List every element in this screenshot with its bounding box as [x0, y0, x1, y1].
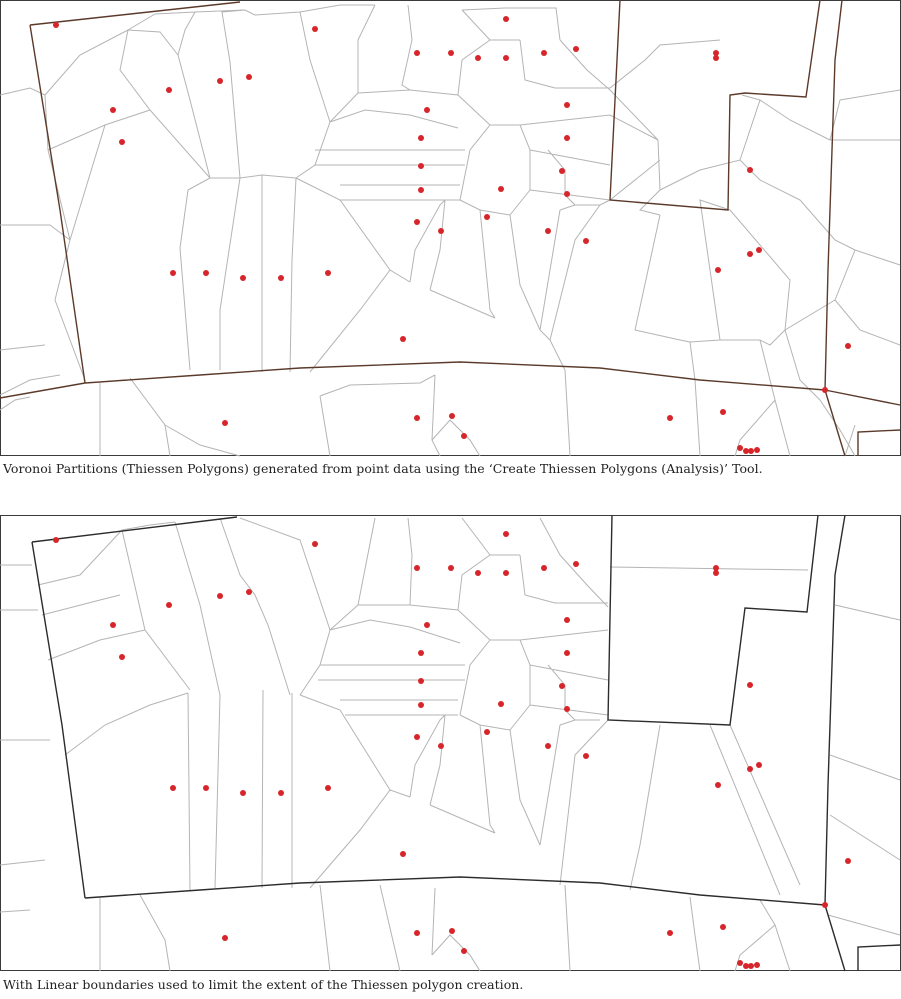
- data-point: [498, 701, 504, 707]
- data-point: [418, 135, 424, 141]
- data-point: [748, 963, 754, 969]
- data-point: [414, 50, 420, 56]
- data-point: [418, 678, 424, 684]
- data-point: [583, 753, 589, 759]
- boundary-outer: [32, 515, 900, 971]
- caption-bottom: With Linear boundaries used to limit the extent of the Thiessen polygon creation.: [3, 977, 524, 992]
- data-point: [564, 135, 570, 141]
- data-point: [573, 561, 579, 567]
- data-point: [424, 107, 430, 113]
- data-point: [325, 785, 331, 791]
- data-point: [667, 415, 673, 421]
- data-point: [754, 962, 760, 968]
- map-panel-bottom: [0, 515, 901, 972]
- data-point: [564, 706, 570, 712]
- data-point: [170, 270, 176, 276]
- data-point: [503, 55, 509, 61]
- data-point: [278, 275, 284, 281]
- data-point: [583, 238, 589, 244]
- data-point: [461, 948, 467, 954]
- data-point: [484, 214, 490, 220]
- data-points-bottom: [53, 531, 851, 969]
- boundary-lines-bottom: [32, 515, 900, 971]
- data-point: [449, 413, 455, 419]
- data-point: [240, 790, 246, 796]
- data-point: [222, 935, 228, 941]
- thiessen-polygons: [0, 5, 900, 456]
- data-point: [414, 930, 420, 936]
- data-point: [166, 602, 172, 608]
- data-point: [325, 270, 331, 276]
- data-point: [53, 537, 59, 543]
- data-point: [418, 702, 424, 708]
- data-point: [414, 565, 420, 571]
- data-point: [720, 409, 726, 415]
- data-point: [246, 589, 252, 595]
- data-point: [564, 617, 570, 623]
- map-frame: [1, 516, 901, 971]
- data-point: [246, 74, 252, 80]
- data-point: [217, 593, 223, 599]
- data-point: [418, 650, 424, 656]
- polygon-edges: [0, 5, 900, 456]
- data-point: [203, 785, 209, 791]
- data-point: [414, 219, 420, 225]
- data-point: [564, 650, 570, 656]
- data-point: [475, 55, 481, 61]
- voronoi-map-top: [0, 0, 901, 457]
- data-point: [449, 928, 455, 934]
- data-point: [110, 622, 116, 628]
- data-point: [747, 682, 753, 688]
- data-point: [400, 336, 406, 342]
- boundary-outer: [0, 0, 900, 456]
- data-point: [747, 251, 753, 257]
- caption-top: Voronoi Partitions (Thiessen Polygons) generated from point data using the ‘Create Thiessen Polygons (Analysis)’ Tool.: [3, 461, 763, 476]
- data-point: [222, 420, 228, 426]
- data-point: [312, 26, 318, 32]
- data-point: [498, 186, 504, 192]
- data-point: [418, 187, 424, 193]
- data-point: [448, 50, 454, 56]
- data-point: [414, 415, 420, 421]
- data-point: [541, 50, 547, 56]
- data-point: [400, 851, 406, 857]
- data-point: [217, 78, 223, 84]
- data-point: [545, 228, 551, 234]
- data-point: [845, 343, 851, 349]
- data-point: [503, 570, 509, 576]
- data-point: [564, 102, 570, 108]
- data-point: [720, 924, 726, 930]
- data-point: [715, 267, 721, 273]
- data-point: [414, 734, 420, 740]
- data-points-top: [53, 16, 851, 454]
- data-point: [312, 541, 318, 547]
- data-point: [747, 766, 753, 772]
- data-point: [119, 654, 125, 660]
- data-point: [53, 22, 59, 28]
- data-point: [278, 790, 284, 796]
- map-frame: [1, 1, 901, 456]
- data-point: [475, 570, 481, 576]
- data-point: [110, 107, 116, 113]
- data-point: [559, 683, 565, 689]
- data-point: [541, 565, 547, 571]
- polygon-edges: [0, 518, 900, 971]
- data-point: [448, 565, 454, 571]
- data-point: [240, 275, 246, 281]
- data-point: [737, 445, 743, 451]
- data-point: [713, 55, 719, 61]
- data-point: [822, 902, 828, 908]
- data-point: [667, 930, 673, 936]
- data-point: [418, 163, 424, 169]
- thiessen-polygons: [0, 518, 900, 971]
- data-point: [461, 433, 467, 439]
- voronoi-map-bottom: [0, 515, 901, 972]
- data-point: [747, 167, 753, 173]
- data-point: [438, 228, 444, 234]
- data-point: [845, 858, 851, 864]
- data-point: [484, 729, 490, 735]
- data-point: [559, 168, 565, 174]
- data-point: [754, 447, 760, 453]
- data-point: [503, 531, 509, 537]
- data-point: [713, 570, 719, 576]
- data-point: [203, 270, 209, 276]
- data-point: [715, 782, 721, 788]
- data-point: [573, 46, 579, 52]
- data-point: [119, 139, 125, 145]
- data-point: [438, 743, 444, 749]
- data-point: [748, 448, 754, 454]
- data-point: [545, 743, 551, 749]
- data-point: [564, 191, 570, 197]
- data-point: [503, 16, 509, 22]
- data-point: [737, 960, 743, 966]
- data-point: [424, 622, 430, 628]
- data-point: [822, 387, 828, 393]
- boundary-lines-top: [0, 0, 900, 456]
- data-point: [756, 762, 762, 768]
- data-point: [166, 87, 172, 93]
- map-panel-top: [0, 0, 901, 457]
- data-point: [170, 785, 176, 791]
- data-point: [756, 247, 762, 253]
